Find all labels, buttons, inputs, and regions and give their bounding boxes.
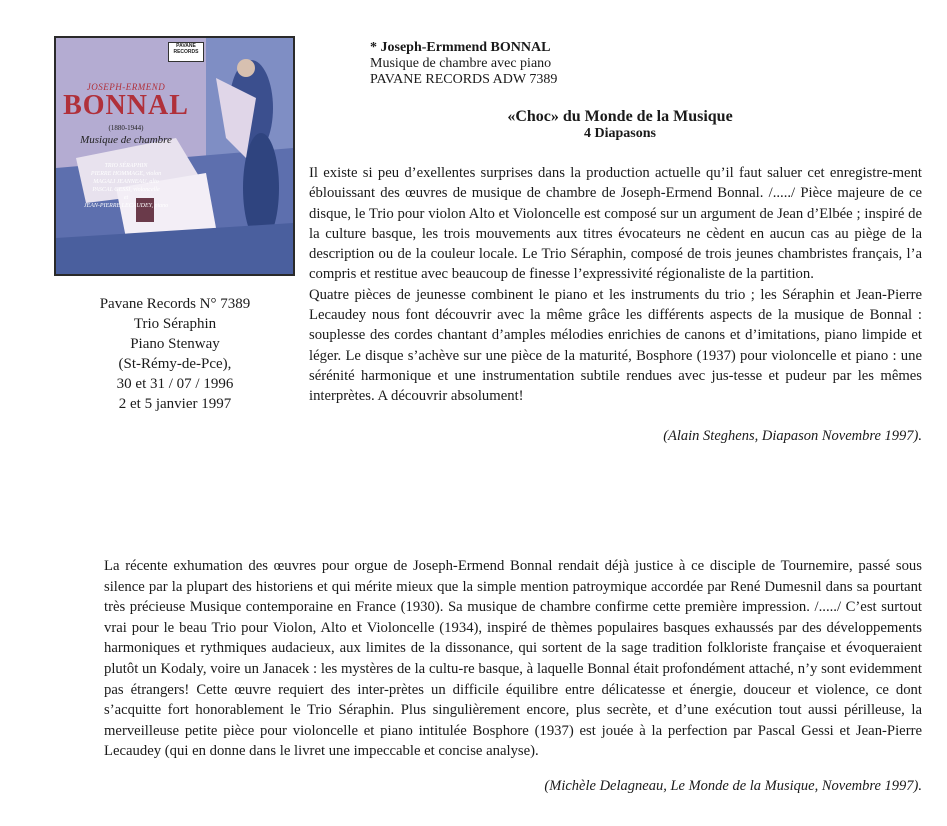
award-title: «Choc» du Monde de la Musique [507, 108, 733, 125]
recording-date-2: 2 et 5 janvier 1997 [118, 396, 232, 412]
work-title: Musique de chambre avec piano [370, 56, 552, 71]
cover-performers [56, 162, 196, 210]
composer-name: * Joseph-Ermmend BONNAL [370, 40, 551, 55]
label-reference: PAVANE RECORDS ADW 7389 [370, 72, 558, 87]
cover-painting [56, 38, 293, 274]
recording-location: (St-Rémy-de-Pce), [118, 356, 232, 372]
cover-composer-last-name: BONNAL [63, 90, 189, 121]
album-cover [54, 36, 295, 276]
catalog-number: Pavane Records N° 7389 [99, 296, 251, 312]
cover-performer-line: TRIO SÉRAPHIN [104, 163, 148, 169]
review-diapason-citation: (Alain Steghens, Diapason Novembre 1997). [663, 428, 922, 444]
cover-performer-line: JEAN-PIERRE LECAUDEY, piano [83, 203, 169, 209]
record-label-logo: PAVANE RECORDS [168, 42, 204, 62]
cover-performer-line: et [123, 195, 129, 201]
recording-date-1: 30 et 31 / 07 / 1996 [116, 376, 234, 392]
cover-performer-line: PIERRE HOMMAGE, violon [90, 171, 162, 177]
award-subtitle: 4 Diapasons [584, 126, 656, 141]
cover-title: Musique de chambre [80, 134, 172, 146]
ensemble-name: Trio Séraphin [133, 316, 217, 332]
review-paragraph: Quatre pièces de jeunesse combinent le piano et les instruments du trio ; les Séraphin et Jean-Pierre Lecaudey nous font découvrir avec la même grâce les différents aspects de la musique de Bonnal : souplesse des cordes chantant d’amples mélodies enrichies de canons et d’imitations, piano limpide et léger. Le disque s’achève sur une pièce de la maturité, Bosphore (1937) pour violoncelle et piano : une sérénité harmonique et une instrumentation subtile rendues avec jus-tesse et pudeur par les mêmes interprètes. A découvrir absolument! [309, 286, 922, 405]
cover-composer-first-name: JOSEPH-ERMEND [86, 82, 166, 92]
review-monde-musique: La récente exhumation des œuvres pour orgue de Joseph-Ermend Bonnal rendait déjà justice à ce disciple de Tournemire, passé sous silence par la plupart des historiens et qui mérite mieux que la simple mention patroymique accordée par René Dumesnil dans sa pourtant très précieuse Musique contemporaine en France (1930). Sa musique de chambre confirme cette première impression. /...../ C’est surtout vrai pour le beau Trio pour Violon, Alto et Violoncelle (1934), inspiré de thèmes populaires basques exhaussés par des développements harmoniques et rythmiques audacieux, aux limites de la dissonance, qui sortent de la sage tradition folkloriste française et évoqueraient plutôt un Kodaly, voire un Janacek : les mystères de la cultu-re basque, à laquelle Bonnal était profondément attaché, n’y sont evidemment pas étrangers! Cette œuvre requiert des inter-prètes un difficile équilibre entre délicatesse et énergie, douceur et violence, ce dont s’acquitte fort honorablement le Trio Séraphin. Plus singulièrement encore, plus secrète, et d’une exécution tout aussi périlleuse, la merveilleuse petite pièce pour violoncelle et piano intitulée Bosphore (1937) est jouée à la perfection par Pascal Gessi et Jean-Pierre Lecaudey (qui en donne dans le livret une impeccable et concise analyse). [104, 558, 922, 760]
piano-info: Piano Stenway [130, 336, 220, 352]
cover-dates: (1880-1944) [108, 124, 144, 132]
cover-performer-line: PASCAL GESSI, violoncelle [92, 187, 160, 193]
cover-performer-line: MAGALI JEANNEAU, alto [93, 179, 159, 185]
review-paragraph: Il existe si peu d’exellentes surprises dans la production actuelle qu’il faut saluer cet enregistre-ment éblouissant des œuvres de musique de chambre de Joseph-Ermend Bonnal. /...../ Pièce majeure de ce disque, le Trio pour violon Alto et Violoncelle est composé sur un argument de Jean d’Elbée ; inspiré de la culture basque, les trois mouvements aux titres évocateurs ne cèdent en aucun cas au piège de la description ou de la couleur locale. Le Trio Séraphin, composé de trois jeunes chambristes français, l’a compris et restitue avec beaucoup de finesse l’expressivité régionaliste de la partition. [309, 165, 922, 283]
award-block [470, 108, 770, 142]
review-monde-musique-citation: (Michèle Delagneau, Le Monde de la Musique, Novembre 1997). [544, 778, 922, 794]
review-diapason [309, 163, 922, 407]
disc-header [370, 40, 557, 88]
recording-info [64, 294, 286, 414]
